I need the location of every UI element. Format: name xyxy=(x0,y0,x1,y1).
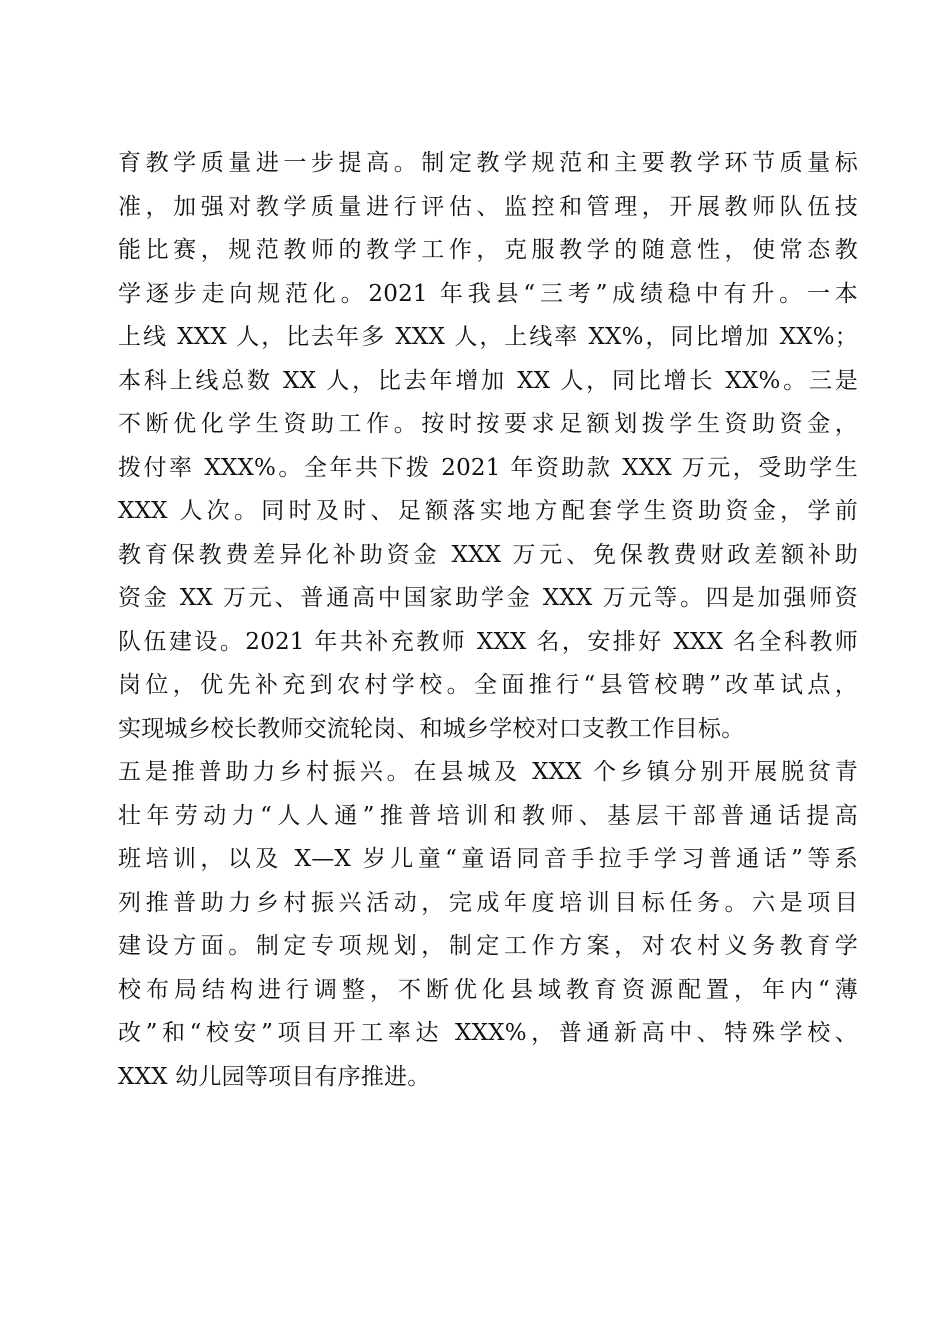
text-line: 能比赛，规范教师的教学工作，克服教学的随意性，使常态教 xyxy=(118,237,858,263)
text-line: 建设方面。制定专项规划，制定工作方案，对农村义务教育学 xyxy=(118,933,858,959)
text-line: 拨付率 XXX%。全年共下拨 2021 年资助款 XXX 万元，受助学生 xyxy=(118,454,858,481)
text-line: 壮年劳动力“人人通”推普培训和教师、基层干部普通话提高 xyxy=(118,802,858,829)
text-line: 实现城乡校长教师交流轮岗、和城乡学校对口支教工作目标。 xyxy=(118,715,745,742)
body-paragraph xyxy=(118,142,858,1099)
text-line: 列推普助力乡村振兴活动，完成年度培训目标任务。六是项目 xyxy=(118,889,858,916)
text-line: 资金 XX 万元、普通高中国家助学金 XXX 万元等。四是加强师资 xyxy=(118,585,858,611)
text-line: 学逐步走向规范化。2021 年我县“三考”成绩稳中有升。一本 xyxy=(118,280,858,307)
text-line: 育教学质量进一步提高。制定教学规范和主要教学环节质量标 xyxy=(118,150,858,176)
text-line: 队伍建设。2021 年共补充教师 XXX 名，安排好 XXX 名全科教师 xyxy=(118,628,858,655)
text-line: 改”和“校安”项目开工率达 XXX%，普通新高中、特殊学校、 xyxy=(118,1020,858,1046)
text-line: 准，加强对教学质量进行评估、监控和管理，开展教师队伍技 xyxy=(118,193,858,220)
text-line: 上线 XXX 人，比去年多 XXX 人，上线率 XX%，同比增加 XX%； xyxy=(118,324,858,350)
text-line: 岗位，优先补充到农村学校。全面推行“县管校聘”改革试点， xyxy=(118,672,858,698)
text-line: 班培训，以及 X—X 岁儿童“童语同音手拉手学习普通话”等系 xyxy=(118,846,858,872)
text-line: 不断优化学生资助工作。按时按要求足额划拨学生资助资金， xyxy=(118,411,858,437)
text-line: XXX 人次。同时及时、足额落实地方配套学生资助资金，学前 xyxy=(118,498,858,524)
text-line: 校布局结构进行调整，不断优化县域教育资源配置，年内“薄 xyxy=(118,976,858,1003)
text-line: 五是推普助力乡村振兴。在县城及 XXX 个乡镇分别开展脱贫青 xyxy=(118,759,858,785)
text-line: 教育保教费差异化补助资金 XXX 万元、免保教费财政差额补助 xyxy=(118,541,858,568)
text-line: XXX 幼儿园等项目有序推进。 xyxy=(118,1063,431,1090)
text-line: 本科上线总数 XX 人，比去年增加 XX 人，同比增长 XX%。三是 xyxy=(118,367,858,394)
